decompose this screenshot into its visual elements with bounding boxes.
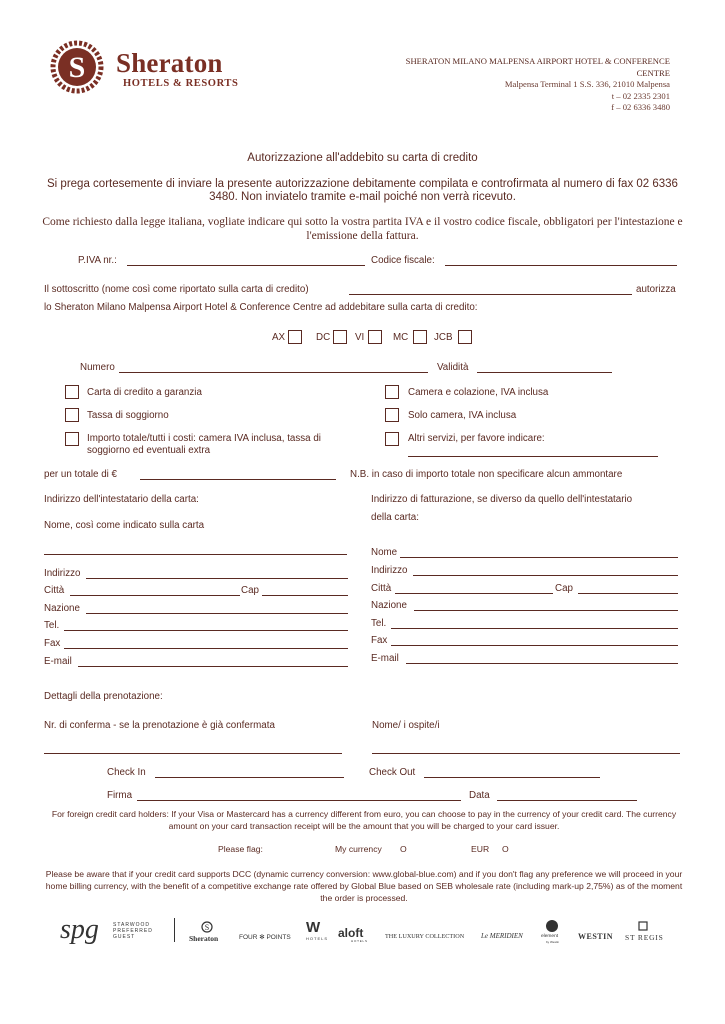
my-currency-radio[interactable]: O	[400, 844, 407, 854]
validity-input[interactable]	[477, 372, 612, 373]
piva-input[interactable]	[127, 265, 365, 266]
eur-label: EUR	[471, 844, 490, 854]
card-mc-checkbox[interactable]	[413, 330, 427, 344]
holder-address-label: Indirizzo dell'intestatario della carta:	[44, 494, 199, 505]
card-jcb-checkbox[interactable]	[458, 330, 472, 344]
holder-fax-label: Fax	[44, 638, 61, 649]
confirm-input[interactable]	[44, 753, 342, 754]
spg-sub-3: GUEST	[113, 934, 136, 940]
holder-cap-label: Cap	[241, 585, 259, 596]
room-only-checkbox[interactable]	[385, 408, 399, 422]
spg-sub-1: STARWOOD	[113, 922, 150, 928]
billing-tel-input[interactable]	[391, 628, 678, 629]
card-vi-label: VI	[355, 332, 365, 343]
authorize-text: lo Sheraton Milano Malpensa Airport Hotel & Conference Centre ad addebitare sulla carta di credito:	[44, 302, 478, 313]
guarantee-label: Carta di credito a garanzia	[87, 387, 202, 398]
billing-indirizzo-input[interactable]	[413, 575, 678, 576]
date-input[interactable]	[497, 800, 637, 801]
holder-indirizzo-input[interactable]	[86, 578, 348, 579]
brand-st-regis: ST REGIS	[625, 933, 664, 942]
billing-email-input[interactable]	[406, 663, 678, 664]
room-only-label: Solo camera, IVA inclusa	[408, 410, 517, 421]
brand-divider	[174, 918, 175, 942]
brand-element-sub: by Westin	[546, 940, 560, 944]
date-label: Data	[469, 790, 490, 801]
holder-citta-label: Città	[44, 585, 65, 596]
brand-le-meridien: Le MERIDIEN	[481, 932, 523, 940]
holder-nazione-input[interactable]	[86, 613, 348, 614]
fax-request-text: Si prega cortesemente di inviare la presente autorizzazione debitamente compilata e controfirmata al numero di fax 02 6336 3480. Non inviatelo tramite e-mail poiché non verrà ricevuto.	[47, 178, 678, 203]
piva-label: P.IVA nr.:	[78, 255, 117, 266]
billing-citta-label: Città	[371, 583, 392, 594]
checkin-label: Check In	[107, 767, 146, 778]
billing-tel-label: Tel.	[371, 618, 387, 629]
form-title: Autorizzazione all'addebito su carta di credito	[247, 152, 478, 164]
guests-label: Nome/ i ospite/i	[372, 720, 440, 731]
card-ax-checkbox[interactable]	[288, 330, 302, 344]
bed-breakfast-checkbox[interactable]	[385, 385, 399, 399]
city-tax-checkbox[interactable]	[65, 408, 79, 422]
hotel-address: Malpensa Terminal 1 S.S. 336, 21010 Malpensa	[504, 79, 670, 89]
hotel-name-line-1: SHERATON MILANO MALPENSA AIRPORT HOTEL & CONFERENCE	[405, 56, 670, 66]
total-input[interactable]	[140, 479, 336, 480]
card-jcb-label: JCB	[434, 332, 453, 343]
validity-label: Validità	[437, 362, 469, 373]
holder-nazione-label: Nazione	[44, 603, 80, 614]
brand-sheraton: Sheraton	[189, 934, 219, 943]
nb-text: N.B. in caso di importo totale non specificare alcun ammontare	[350, 469, 623, 480]
hotel-phone: t – 02 2335 2301	[611, 90, 670, 101]
signature-label: Firma	[107, 790, 133, 801]
billing-email-label: E-mail	[371, 653, 399, 664]
card-mc-label: MC	[393, 332, 409, 343]
brand-four-points: FOUR ✻ POINTS	[239, 934, 291, 941]
element-emblem	[544, 919, 560, 933]
holder-tel-input[interactable]	[64, 630, 348, 631]
other-services-input[interactable]	[408, 456, 658, 457]
number-label: Numero	[80, 362, 115, 373]
spg-sub-2: PREFERRED	[113, 928, 153, 934]
city-tax-label: Tassa di soggiorno	[87, 410, 169, 421]
card-dc-checkbox[interactable]	[333, 330, 347, 344]
hotel-fax: f – 02 6336 3480	[611, 102, 670, 112]
card-ax-label: AX	[272, 332, 286, 343]
total-amount-checkbox[interactable]	[65, 432, 79, 446]
holder-email-label: E-mail	[44, 656, 72, 667]
signer-input[interactable]	[349, 294, 632, 295]
cf-input[interactable]	[445, 265, 677, 266]
brand-aloft: aloft	[338, 926, 364, 940]
spg-sub	[113, 922, 153, 940]
billing-indirizzo-label: Indirizzo	[371, 565, 408, 576]
authorize-label: autorizza	[636, 284, 676, 295]
billing-nome-label: Nome	[371, 547, 398, 558]
brand-w: W	[306, 919, 321, 936]
st-regis-emblem	[637, 920, 649, 932]
billing-label-2: della carta:	[371, 512, 419, 523]
svg-text:S: S	[204, 923, 210, 932]
holder-fax-input[interactable]	[64, 648, 348, 649]
total-amount-label-1: Importo totale/tutti i costi: camera IVA inclusa, tassa di	[87, 433, 321, 444]
bed-breakfast-label: Camera e colazione, IVA inclusa	[408, 387, 549, 398]
holder-email-input[interactable]	[78, 666, 348, 667]
brand-name: Sheraton	[116, 48, 223, 78]
billing-citta-input[interactable]	[395, 593, 553, 594]
guests-input[interactable]	[372, 753, 680, 754]
brand-element: element	[541, 934, 559, 939]
checkout-label: Check Out	[369, 767, 416, 778]
card-number-input[interactable]	[119, 372, 428, 373]
holder-citta-input[interactable]	[70, 595, 240, 596]
checkout-input[interactable]	[424, 777, 600, 778]
billing-fax-label: Fax	[371, 635, 388, 646]
holder-name-label: Nome, così come indicato sulla carta	[44, 520, 205, 531]
brand-luxury-collection: THE LUXURY COLLECTION	[385, 933, 465, 940]
holder-name-input[interactable]	[44, 554, 347, 555]
svg-text:S: S	[68, 51, 86, 84]
signer-label: Il sottoscritto (nome così come riportato sulla carta di credito)	[44, 284, 309, 295]
confirm-label: Nr. di conferma - se la prenotazione è già confermata	[44, 720, 275, 731]
billing-nazione-input[interactable]	[414, 610, 678, 611]
eur-radio[interactable]: O	[502, 844, 509, 854]
card-dc-label: DC	[316, 332, 331, 343]
billing-label-1: Indirizzo di fatturazione, se diverso da quello dell'intestatario	[371, 494, 633, 505]
foreign-card-note: For foreign credit card holders: If your Visa or Mastercard has a currency different from euro, you can choose to pay in the currency of your credit card. The currency amount on your card transaction receipt will be the amount that you will be charged to your card issuer.	[51, 809, 677, 831]
billing-fax-input[interactable]	[391, 645, 678, 646]
brand-w-sub: HOTELS	[306, 936, 329, 941]
flag-label: Please flag:	[218, 844, 263, 854]
brand-sub: HOTELS & RESORTS	[123, 78, 239, 89]
spg-logo: spg	[60, 914, 99, 945]
brand-westin: WESTIN	[578, 932, 614, 941]
sheraton-small-emblem	[201, 921, 213, 933]
billing-nazione-label: Nazione	[371, 600, 407, 611]
dcc-note: Please be aware that if your credit card supports DCC (dynamic currency conversion: www.global-blue.com) and if you don't flag any preference we will proceed in your home billing currency, with the benefit of a competitive exchange rate offered by Global Blue based on SEB wholesale rate (including mark-up 2,75%) as of the moment the order is processed.	[45, 869, 683, 903]
other-services-checkbox[interactable]	[385, 432, 399, 446]
hotel-name-line-2: CENTRE	[636, 67, 670, 78]
billing-cap-label: Cap	[555, 583, 573, 594]
billing-nome-input[interactable]	[400, 557, 678, 558]
cf-label: Codice fiscale:	[371, 255, 435, 266]
sheraton-logo-emblem	[50, 40, 104, 94]
holder-tel-label: Tel.	[44, 620, 60, 631]
billing-cap-input[interactable]	[578, 593, 678, 594]
card-vi-checkbox[interactable]	[368, 330, 382, 344]
holder-indirizzo-label: Indirizzo	[44, 568, 81, 579]
booking-details-label: Dettagli della prenotazione:	[44, 691, 163, 702]
brand-aloft-sub: H O T E L S	[351, 939, 367, 943]
legal-notice: Come richiesto dalla legge italiana, vogliate indicare qui sotto la vostra partita IVA e il vostro codice fiscale, obbligatori per l'intestazione e l'emissione della fattura.	[42, 216, 683, 242]
total-label: per un totale di €	[44, 469, 117, 480]
holder-cap-input[interactable]	[262, 595, 348, 596]
other-services-label: Altri servizi, per favore indicare:	[408, 433, 545, 444]
hotel-address-block	[406, 56, 670, 114]
checkin-input[interactable]	[155, 777, 344, 778]
guarantee-checkbox[interactable]	[65, 385, 79, 399]
signature-input[interactable]	[137, 800, 461, 801]
my-currency-label: My currency	[335, 844, 382, 854]
total-amount-label-2: soggiorno ed eventuali extra	[87, 445, 211, 456]
